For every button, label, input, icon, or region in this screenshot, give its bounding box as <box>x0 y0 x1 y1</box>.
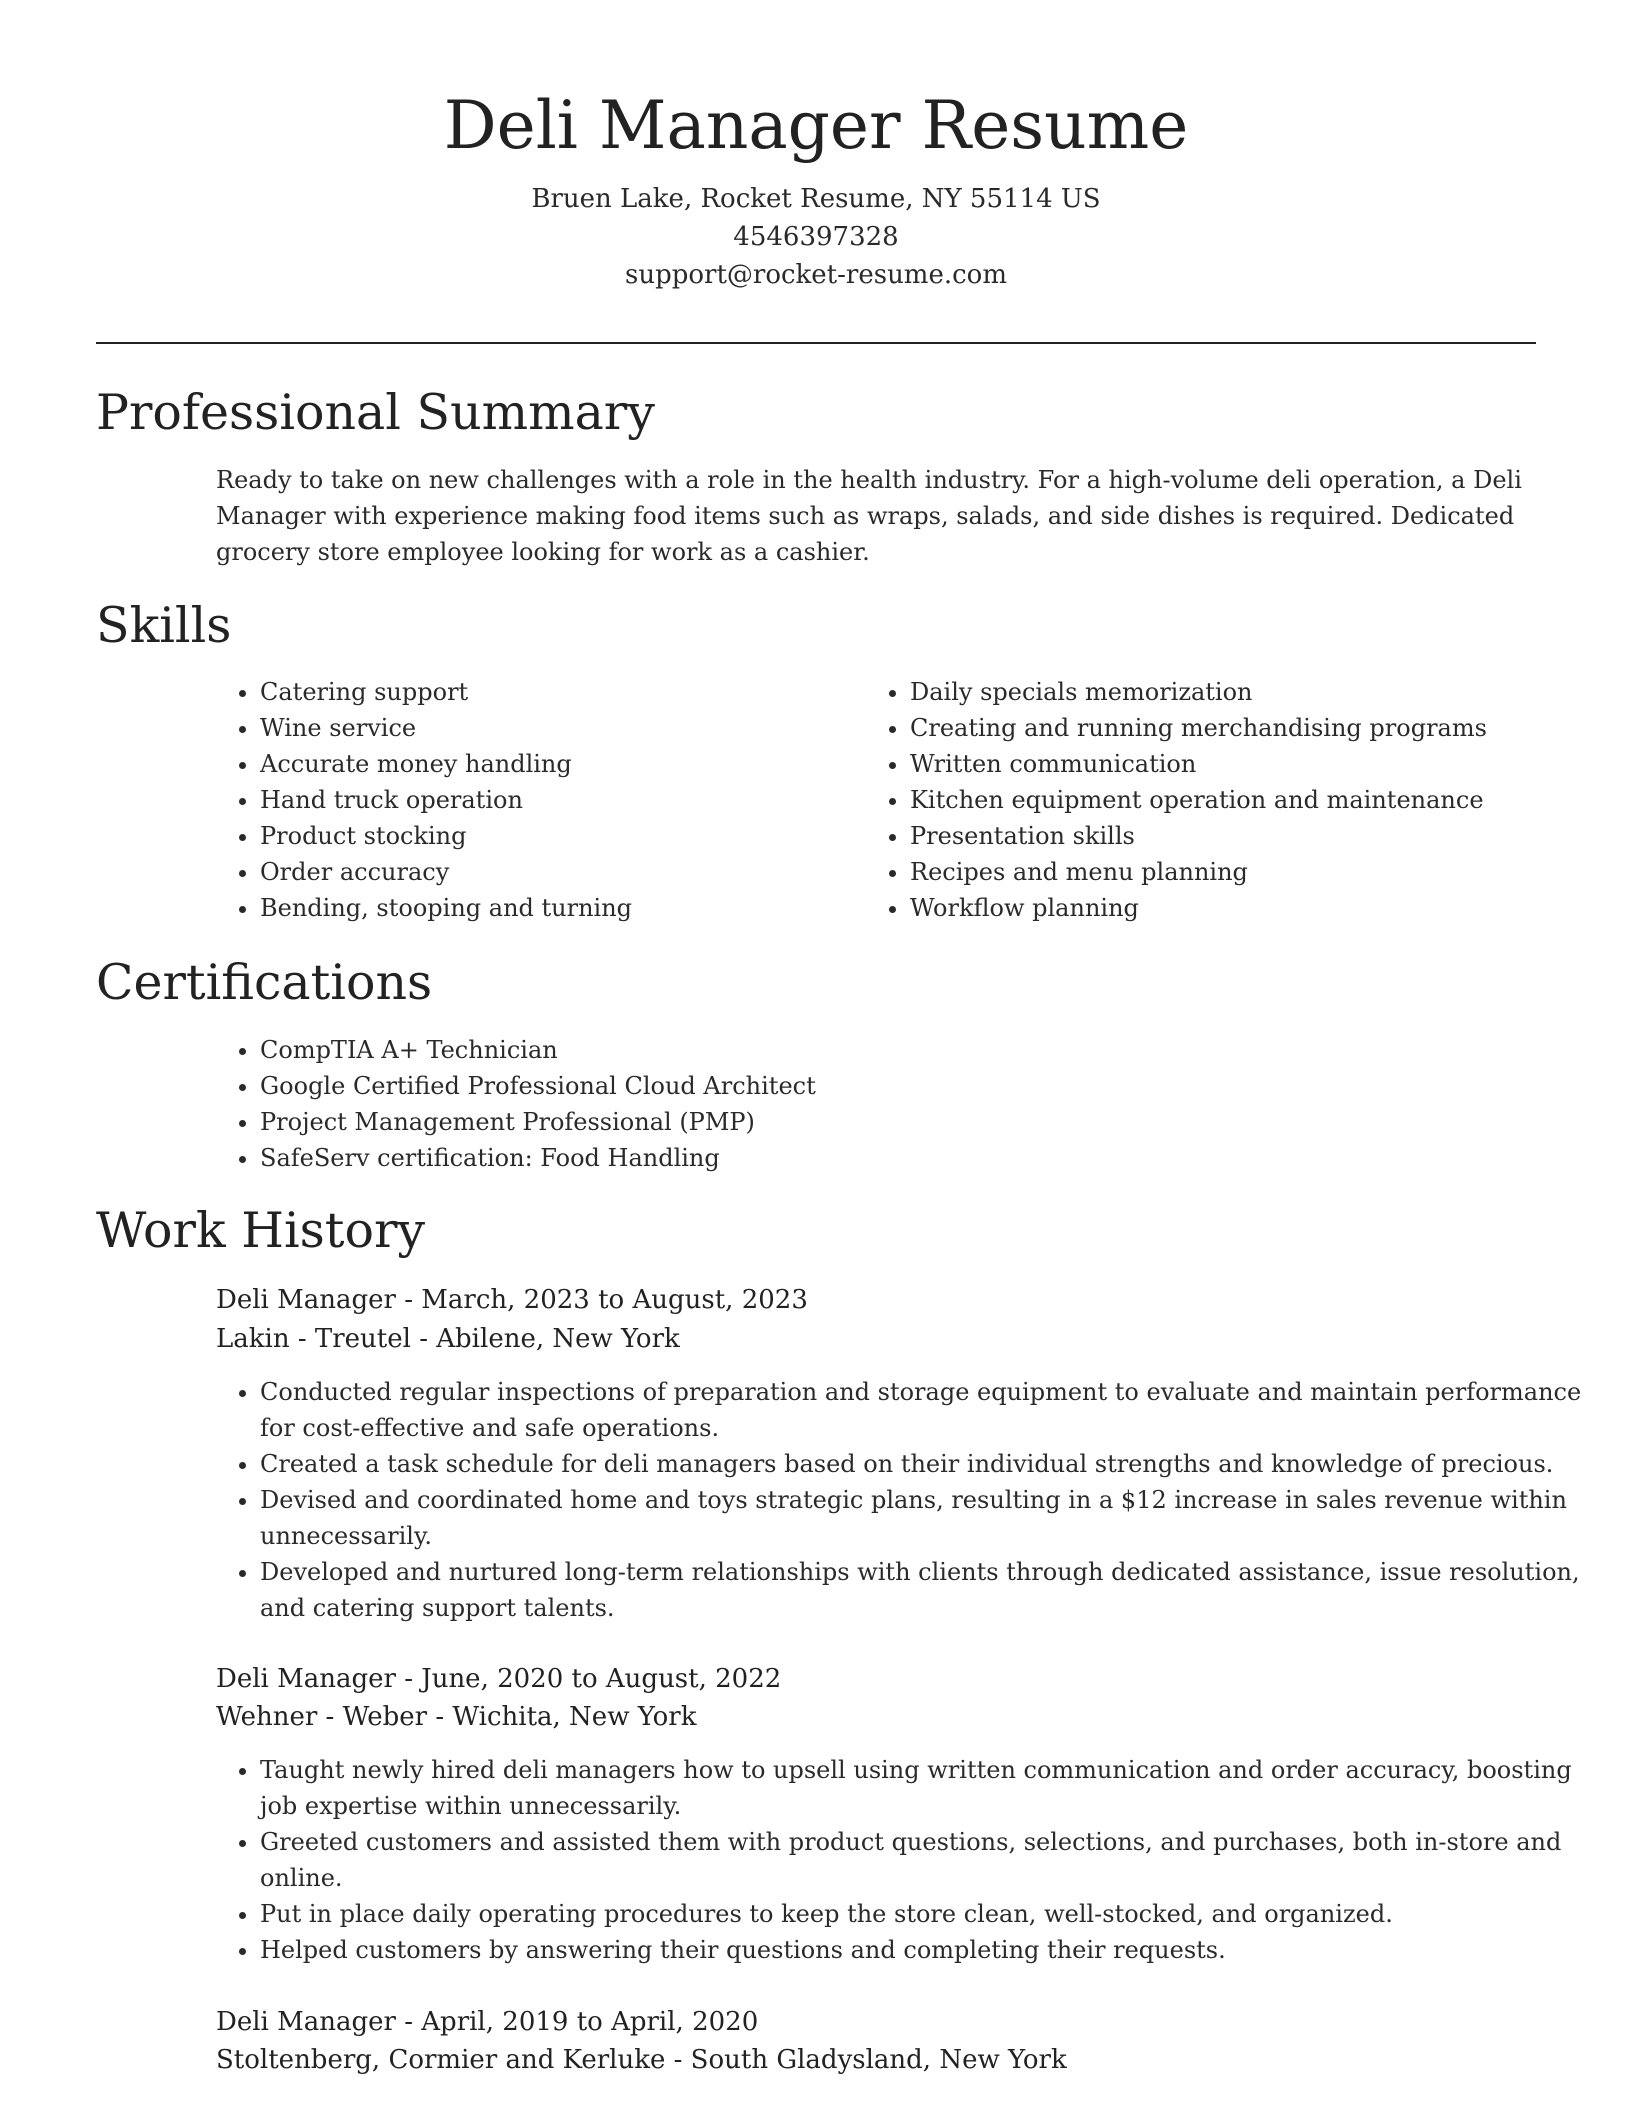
skill-item: • Presentation skills <box>910 818 1590 854</box>
skill-item: • Written communication <box>910 746 1590 782</box>
job-company: Wehner - Weber - Wichita, New York <box>216 1702 697 1732</box>
job-bullet: • Conducted regular inspections of preparation and storage equipment to evaluate and maintain performance for cost-effective and safe operations. <box>260 1374 1586 1446</box>
job-title: Deli Manager - April, 2019 to April, 2020 <box>216 2007 759 2037</box>
skills-list-left <box>216 674 880 926</box>
job-bullet: • Devised and coordinated home and toys strategic plans, resulting in a $12 increase in sales revenue within unnecessarily. <box>260 1482 1586 1554</box>
skill-item: • Workflow planning <box>910 890 1590 926</box>
skill-item: • Accurate money handling <box>260 746 880 782</box>
contact-address: Bruen Lake, Rocket Resume, NY 55114 US <box>531 184 1101 214</box>
contact-block <box>0 180 1632 294</box>
skill-item: • Recipes and menu planning <box>910 854 1590 890</box>
skill-item: • Kitchen equipment operation and maintenance <box>910 782 1590 818</box>
section-title-work-history: Work History <box>96 1202 426 1259</box>
skill-item: • Order accuracy <box>260 854 880 890</box>
summary-text: Ready to take on new challenges with a role in the health industry. For a high-volume deli operation, a Deli Manager with experience making food items such as wraps, salads, and side dishes is required. Dedicated grocery store employee looking for work as a cashier. <box>216 466 1522 566</box>
job-bullet: • Created a task schedule for deli managers based on their individual strengths and knowledge of precious. <box>260 1446 1586 1482</box>
job-bullet: • Greeted customers and assisted them with product questions, selections, and purchases, both in-store and online. <box>260 1824 1586 1896</box>
job-bullet: • Put in place daily operating procedures to keep the store clean, well-stocked, and organized. <box>260 1896 1586 1932</box>
job-bullet: • Taught newly hired deli managers how to upsell using written communication and order accuracy, boosting job expertise within unnecessarily. <box>260 1752 1586 1824</box>
job-company: Stoltenberg, Cormier and Kerluke - South Gladysland, New York <box>216 2045 1067 2075</box>
certification-item: • Project Management Professional (PMP) <box>260 1104 1580 1140</box>
section-title-skills: Skills <box>96 597 232 654</box>
skills-list-right <box>866 674 1590 926</box>
certification-item: • SafeServ certification: Food Handling <box>260 1140 1580 1176</box>
job-bullet: • Developed and nurtured long-term relationships with clients through dedicated assistance, issue resolution, and catering support talents. <box>260 1554 1586 1626</box>
header-divider <box>96 342 1536 344</box>
resume-name: Deli Manager Resume <box>443 87 1189 164</box>
certification-item: • Google Certified Professional Cloud Architect <box>260 1068 1580 1104</box>
contact-email: support@rocket-resume.com <box>624 260 1007 290</box>
job-bullets <box>216 1752 1586 1968</box>
skill-item: • Product stocking <box>260 818 880 854</box>
resume-header <box>0 0 1632 294</box>
contact-phone: 4546397328 <box>733 222 899 252</box>
skill-item: • Bending, stooping and turning <box>260 890 880 926</box>
job-title: Deli Manager - March, 2023 to August, 2023 <box>216 1285 808 1315</box>
section-title-summary: Professional Summary <box>96 384 655 441</box>
job-title: Deli Manager - June, 2020 to August, 2022 <box>216 1664 782 1694</box>
skill-item: • Hand truck operation <box>260 782 880 818</box>
skill-item: • Daily specials memorization <box>910 674 1590 710</box>
certifications-list <box>216 1032 1580 1176</box>
section-title-certifications: Certifications <box>96 954 433 1011</box>
certification-item: • CompTIA A+ Technician <box>260 1032 1580 1068</box>
job-bullets <box>216 1374 1586 1626</box>
job-bullet: • Helped customers by answering their questions and completing their requests. <box>260 1932 1586 1968</box>
skill-item: • Creating and running merchandising programs <box>910 710 1590 746</box>
skill-item: • Catering support <box>260 674 880 710</box>
job-company: Lakin - Treutel - Abilene, New York <box>216 1324 680 1354</box>
skill-item: • Wine service <box>260 710 880 746</box>
